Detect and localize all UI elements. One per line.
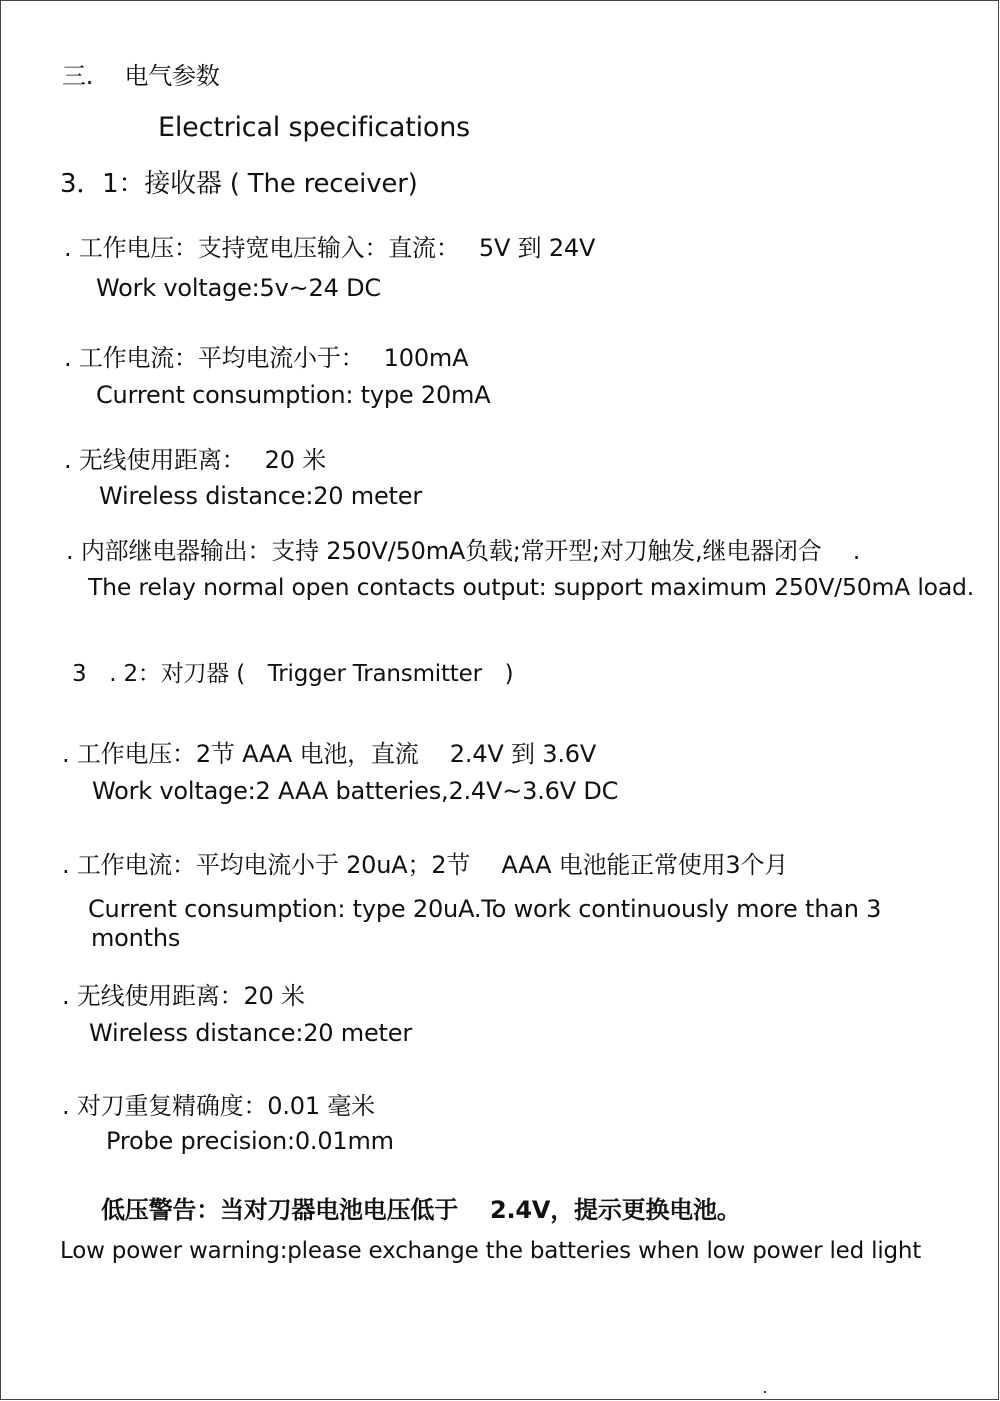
- transmitter-distance-en: Wireless distance:20 meter: [89, 1019, 412, 1047]
- transmitter-voltage-cn: . 工作电压：2节 AAA 电池，直流 2.4V 到 3.6V: [62, 740, 597, 768]
- receiver-current-en: Current consumption: type 20mA: [96, 381, 491, 409]
- section-title-cn: 三. 电气参数: [62, 62, 220, 90]
- receiver-voltage-en: Work voltage:5v~24 DC: [96, 274, 381, 302]
- receiver-distance-en: Wireless distance:20 meter: [99, 482, 422, 510]
- section-title-en: Electrical specifications: [158, 112, 471, 143]
- receiver-heading: 3．1：接收器 ( The receiver): [60, 169, 418, 199]
- warning-en: Low power warning:please exchange the batteries when low power led light: [60, 1238, 922, 1264]
- transmitter-precision-en: Probe precision:0.01mm: [106, 1127, 394, 1155]
- transmitter-precision-cn: . 对刀重复精确度：0.01 毫米: [62, 1092, 375, 1120]
- receiver-current-cn: . 工作电流：平均电流小于： 100mA: [64, 344, 469, 372]
- receiver-voltage-cn: . 工作电压：支持宽电压输入：直流： 5V 到 24V: [64, 234, 596, 262]
- transmitter-distance-cn: . 无线使用距离：20 米: [62, 982, 305, 1010]
- transmitter-heading: 3 . 2：对刀器 ( Trigger Transmitter ): [72, 661, 514, 687]
- receiver-relay-en: The relay normal open contacts output: support maximum 250V/50mA load.: [88, 573, 975, 601]
- receiver-distance-cn: . 无线使用距离： 20 米: [64, 446, 327, 474]
- scan-dot: [764, 1391, 766, 1393]
- transmitter-current-en-cont: months: [91, 924, 181, 952]
- transmitter-current-en: Current consumption: type 20uA.To work continuously more than 3: [88, 895, 882, 923]
- warning-cn: 低压警告：当对刀器电池电压低于 2.4V，提示更换电池。: [101, 1196, 741, 1224]
- transmitter-voltage-en: Work voltage:2 AAA batteries,2.4V~3.6V DC: [92, 777, 619, 805]
- receiver-relay-cn: . 内部继电器输出：支持 250V/50mA负载;常开型;对刀触发,继电器闭合 .: [66, 537, 861, 565]
- transmitter-current-cn: . 工作电流：平均电流小于 20uA；2节 AAA 电池能正常使用3个月: [62, 851, 789, 879]
